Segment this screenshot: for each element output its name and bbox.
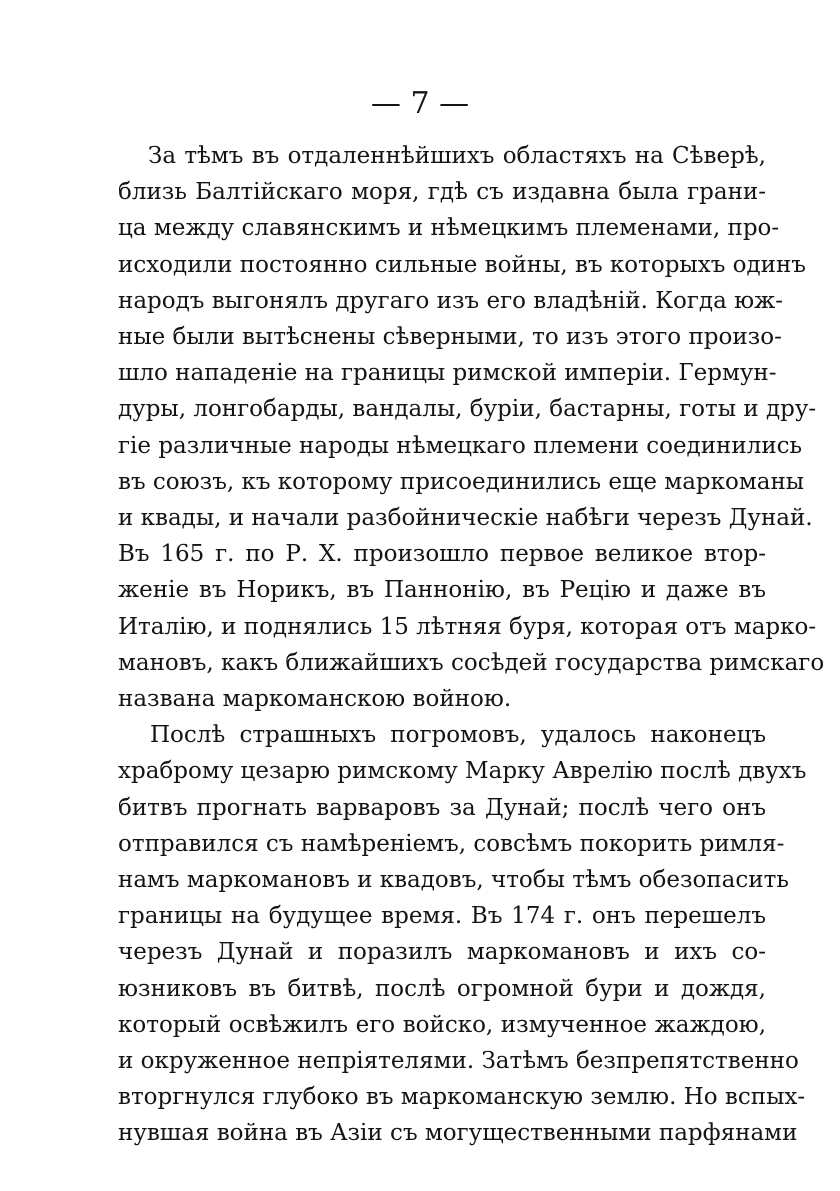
text-line: мановъ, какъ ближайшихъ сосѣдей государства римскаго (118, 649, 825, 676)
text-line: границы на будущее время. Въ 174 г. онъ перешелъ (118, 903, 766, 930)
text-line: ца между славянскимъ и нѣмецкимъ племенами, про- (118, 215, 780, 242)
text-line: битвъ прогнать варваровъ за Дунай; послѣ чего онъ (118, 794, 766, 821)
text-line: названа маркоманскою войною. (118, 686, 512, 713)
text-line: въ союзъ, къ которому присоединились еще маркоманы (118, 468, 805, 495)
text-line: исходили постоянно сильные войны, въ которыхъ одинъ (118, 251, 806, 278)
paragraph-1 (118, 138, 825, 717)
text-line: и квады, и начали разбойническіе набѣги черезъ Дунай. (118, 505, 813, 532)
text-line: ные были вытѣснены сѣверными, то изъ этого произо- (118, 324, 782, 351)
text-line: дуры, лонгобарды, вандалы, буріи, бастарны, готы и дру- (118, 396, 817, 423)
text-line: намъ маркомановъ и квадовъ, чтобы тѣмъ обезопасить (118, 867, 789, 894)
text-line: Италію, и поднялись 15 лѣтняя буря, которая отъ марко- (118, 613, 817, 640)
text-line: который освѣжилъ его войско, измученное жаждою, (118, 1011, 766, 1038)
text-line: За тѣмъ въ отдаленнѣйшихъ областяхъ на Сѣверѣ, (148, 143, 766, 169)
text-line: женіе въ Норикъ, въ Паннонію, въ Рецію и даже въ (118, 577, 766, 604)
text-line: народъ выгонялъ другаго изъ его владѣній. Когда юж- (118, 287, 784, 314)
text-line: нувшая война въ Азіи съ могущественными парфянами (118, 1120, 798, 1147)
text-line: шло нападеніе на границы римской имперіи. Гермун- (118, 360, 777, 387)
text-line: близь Балтійскаго моря, гдѣ съ издавна была грани- (118, 179, 766, 206)
text-line: гіе различные народы нѣмецкаго племени соединились (118, 432, 803, 459)
text-line: отправился съ намѣреніемъ, совсѣмъ покорить римля- (118, 830, 785, 857)
paragraph-2 (118, 717, 807, 1151)
page-number: — 7 — (370, 86, 470, 121)
text-line: Въ 165 г. по Р. Х. произошло первое великое втор- (118, 541, 766, 568)
text-line: и окруженное непріятелями. Затѣмъ безпрепятственно (118, 1048, 799, 1075)
text-line: Послѣ страшныхъ погромовъ, удалось наконецъ (150, 722, 766, 749)
text-line: юзниковъ въ битвѣ, послѣ огромной бури и дождя, (118, 975, 766, 1002)
body-text (118, 138, 825, 1152)
text-line: черезъ Дунай и поразилъ маркомановъ и ихъ со- (118, 939, 766, 966)
text-line: вторгнулся глубоко въ маркоманскую землю. Но вспых- (118, 1084, 806, 1111)
text-line: храброму цезарю римскому Марку Аврелію послѣ двухъ (118, 758, 807, 785)
